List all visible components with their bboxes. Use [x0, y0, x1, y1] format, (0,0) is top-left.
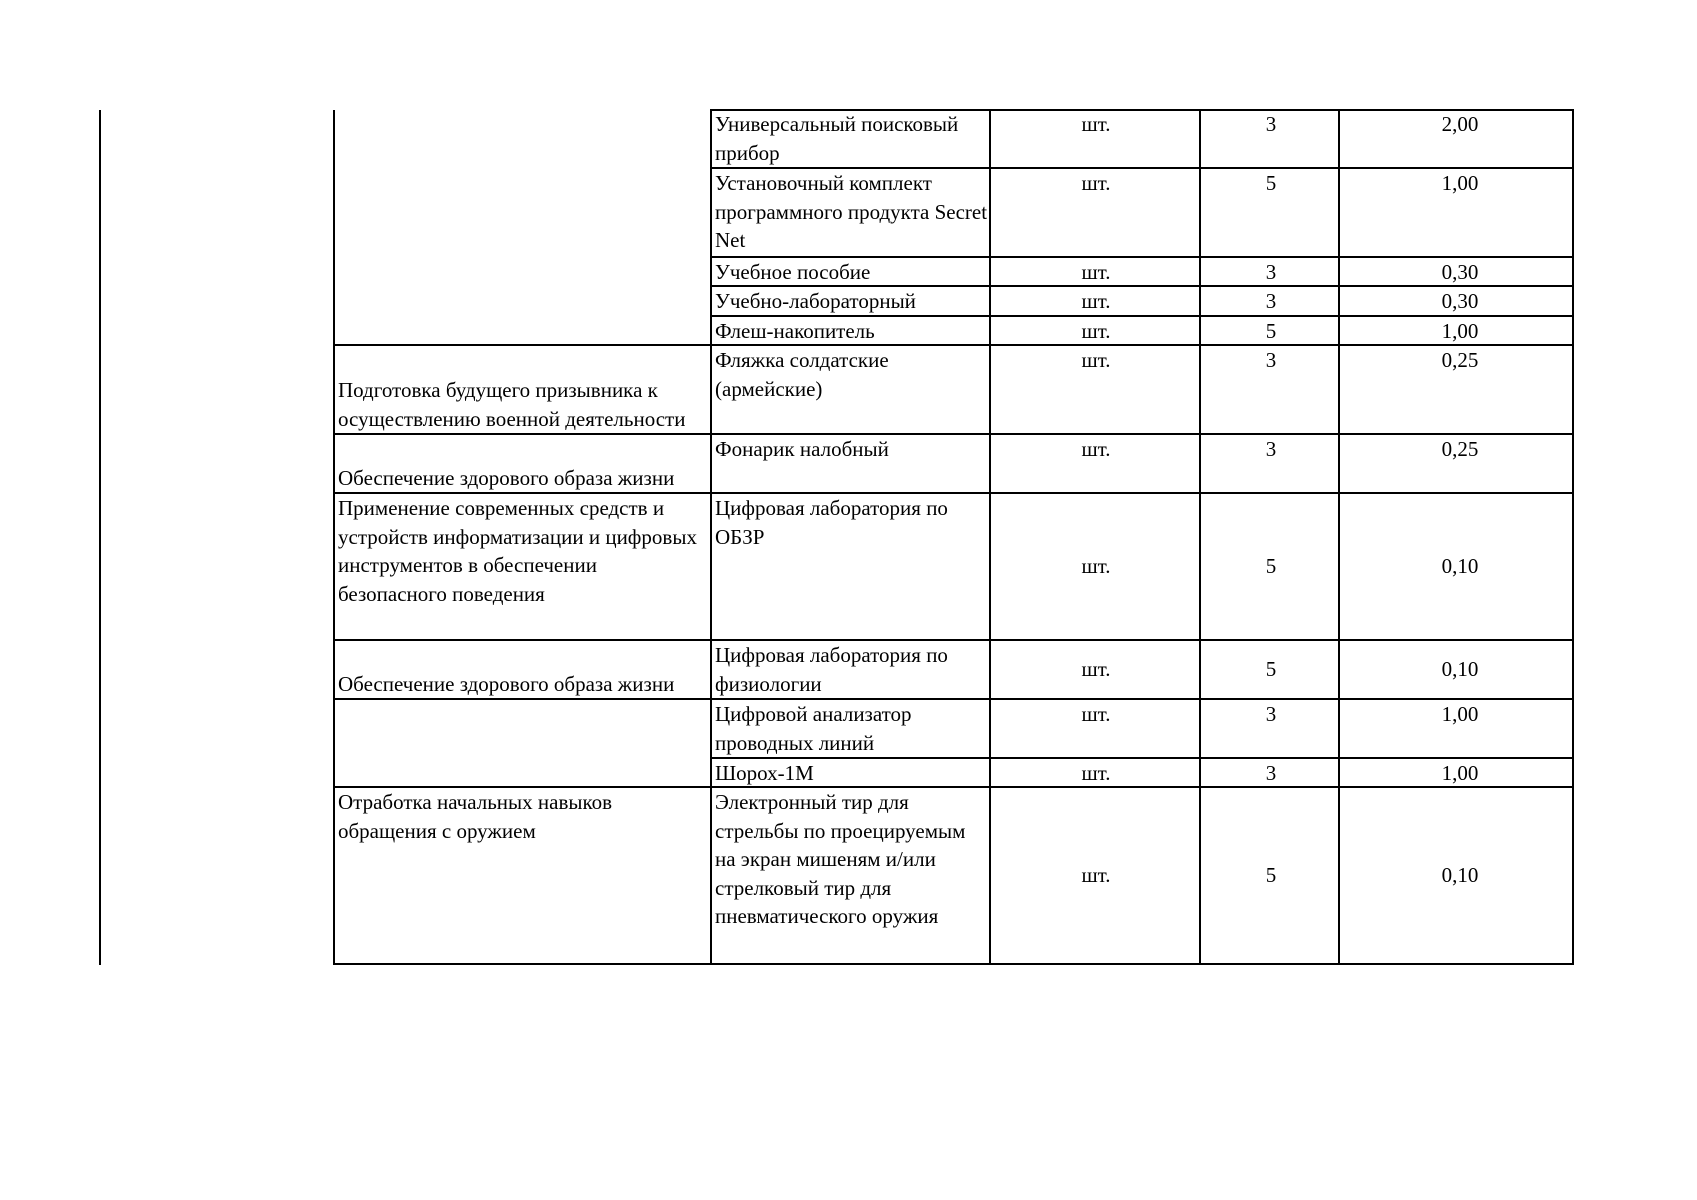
norm-cell: 0,10: [1441, 554, 1479, 578]
table-divider: [1199, 110, 1201, 964]
norm-cell: 0,30: [1441, 289, 1479, 313]
page-margin-rule: [99, 110, 101, 965]
topic-cell: Подготовка будущего призывника к осуществлению военной деятельности: [338, 378, 686, 431]
qty-cell: 3: [1265, 260, 1277, 284]
qty-cell: 5: [1265, 863, 1277, 887]
unit-cell: шт.: [1081, 319, 1111, 343]
item-cell: Флеш-накопитель: [715, 319, 875, 343]
norm-cell: 1,00: [1441, 761, 1479, 785]
unit-cell: шт.: [1081, 863, 1111, 887]
table-divider: [989, 110, 991, 964]
unit-cell: шт.: [1081, 348, 1111, 372]
unit-cell: шт.: [1081, 171, 1111, 195]
norm-cell: 0,10: [1441, 657, 1479, 681]
norm-cell: 0,10: [1441, 863, 1479, 887]
item-cell: Фонарик налобный: [715, 437, 889, 461]
topic-cell: Обеспечение здорового образа жизни: [338, 466, 675, 490]
item-cell: Учебное пособие: [715, 260, 871, 284]
item-cell: Установочный комплект программного продукта Secret Net: [715, 171, 988, 252]
topic-cell: Отработка начальных навыков обращения с оружием: [338, 790, 613, 843]
qty-cell: 3: [1265, 112, 1277, 136]
table-border-right: [1572, 110, 1574, 964]
table-border-left: [333, 110, 335, 964]
item-cell: Универсальный поисковый прибор: [715, 112, 959, 165]
item-cell: Цифровая лаборатория по физиологии: [715, 643, 948, 696]
unit-cell: шт.: [1081, 437, 1111, 461]
unit-cell: шт.: [1081, 289, 1111, 313]
qty-cell: 5: [1265, 657, 1277, 681]
unit-cell: шт.: [1081, 260, 1111, 284]
qty-cell: 3: [1265, 348, 1277, 372]
unit-cell: шт.: [1081, 112, 1111, 136]
norm-cell: 2,00: [1441, 112, 1479, 136]
topic-cell: Применение современных средств и устройств информатизации и цифровых инструментов в обеспечении безопасного поведения: [338, 496, 697, 606]
qty-cell: 5: [1265, 319, 1277, 343]
norm-cell: 0,25: [1441, 437, 1479, 461]
item-cell: Цифровая лаборатория по ОБЗР: [715, 496, 948, 549]
qty-cell: 3: [1265, 437, 1277, 461]
unit-cell: шт.: [1081, 554, 1111, 578]
norm-cell: 1,00: [1441, 702, 1479, 726]
qty-cell: 5: [1265, 171, 1277, 195]
unit-cell: шт.: [1081, 761, 1111, 785]
norm-cell: 0,25: [1441, 348, 1479, 372]
qty-cell: 3: [1265, 761, 1277, 785]
item-cell: Цифровой анализатор проводных линий: [715, 702, 912, 755]
item-cell: Электронный тир для стрельбы по проецируемым на экран мишеням и/или стрелковый тир для пневматического оружия: [715, 790, 966, 928]
topic-cell: Обеспечение здорового образа жизни: [338, 672, 675, 696]
table-divider: [1338, 110, 1340, 964]
qty-cell: 5: [1265, 554, 1277, 578]
norm-cell: 0,30: [1441, 260, 1479, 284]
unit-cell: шт.: [1081, 657, 1111, 681]
table-divider: [710, 110, 712, 964]
item-cell: Шорох-1М: [715, 761, 814, 785]
item-cell: Учебно-лабораторный: [715, 289, 916, 313]
qty-cell: 3: [1265, 289, 1277, 313]
norm-cell: 1,00: [1441, 171, 1479, 195]
table-border-bottom: [333, 963, 1574, 965]
norm-cell: 1,00: [1441, 319, 1479, 343]
unit-cell: шт.: [1081, 702, 1111, 726]
item-cell: Фляжка солдатские (армейские): [715, 348, 889, 401]
qty-cell: 3: [1265, 702, 1277, 726]
